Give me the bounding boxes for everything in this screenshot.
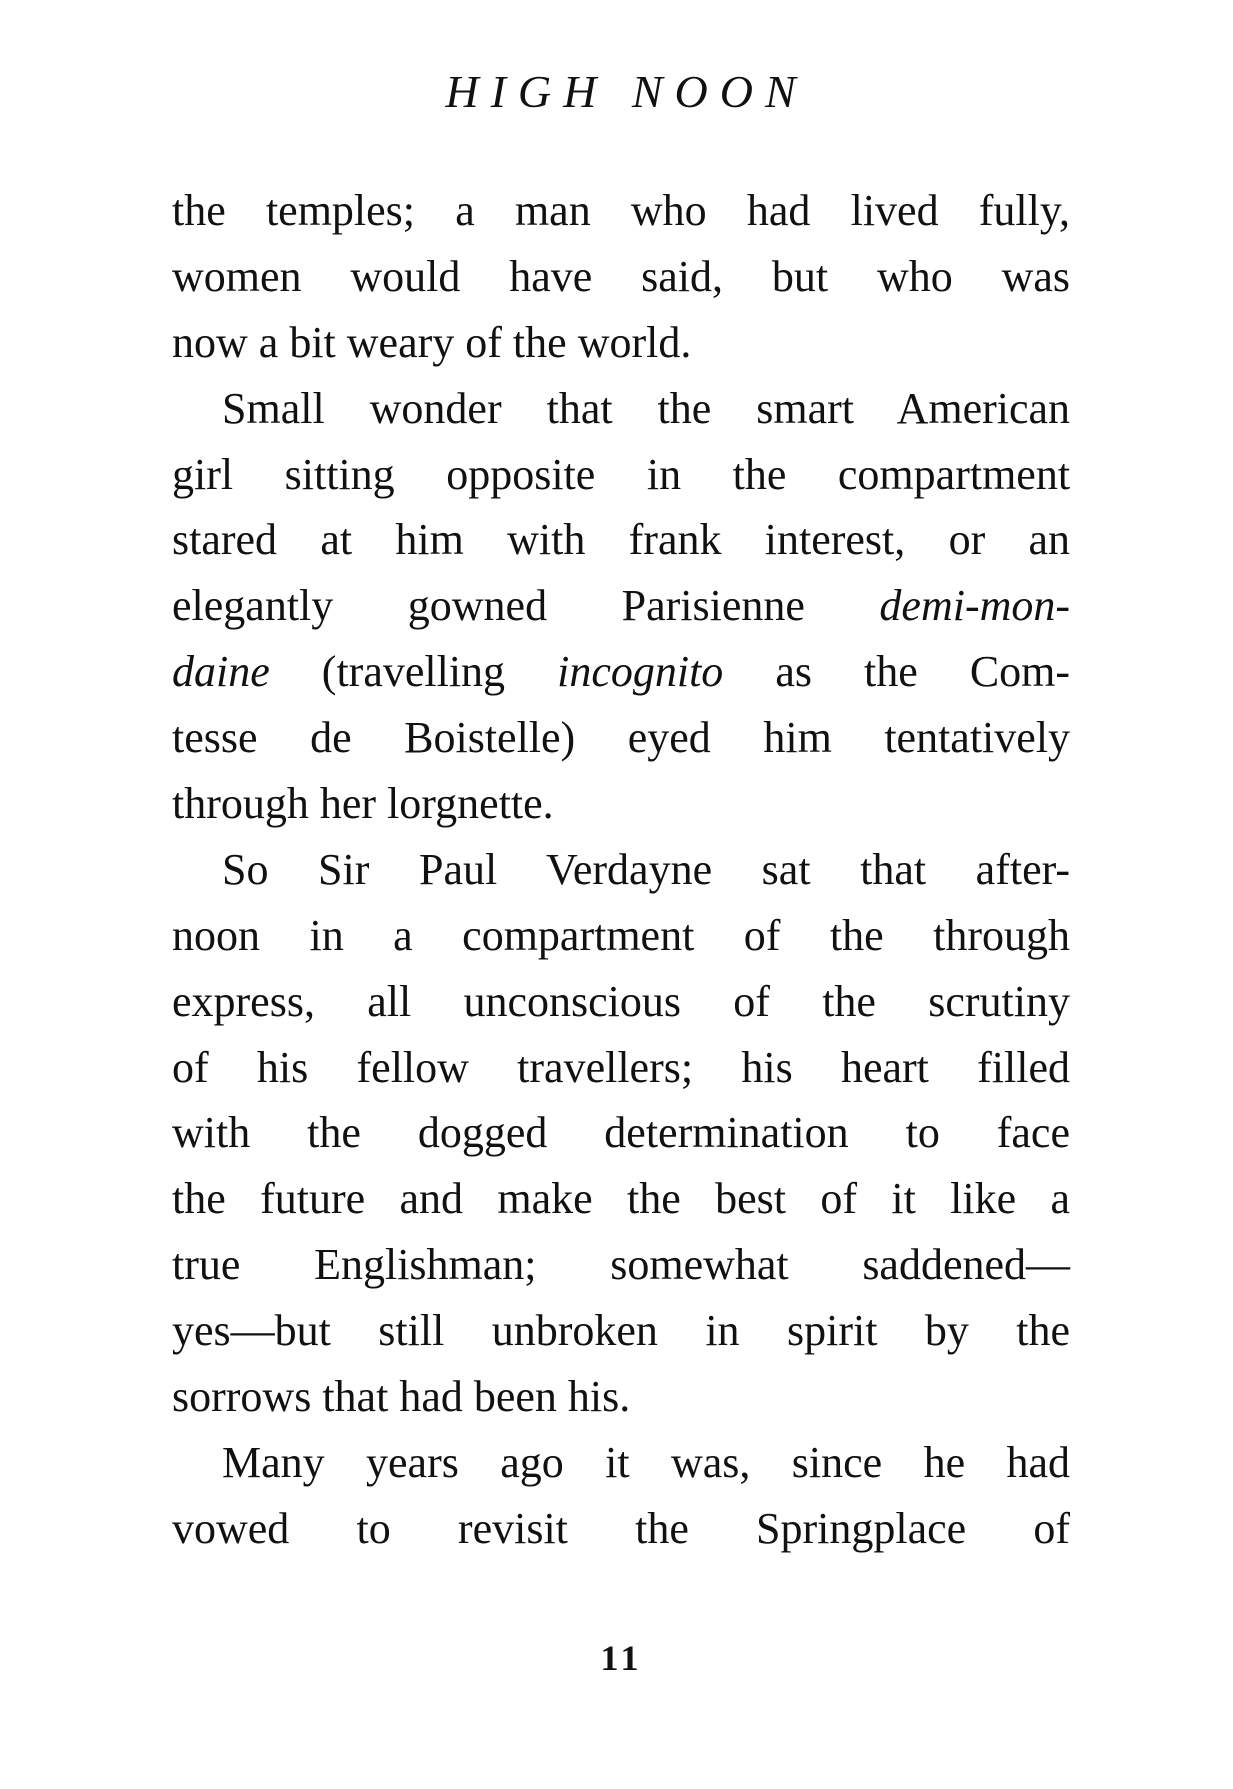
text-line: of his fellow travellers; his heart filled — [172, 1042, 1070, 1092]
text-line: the future and make the best of it like a — [172, 1174, 1071, 1224]
text-line: true Englishman; somewhat saddened— — [172, 1240, 1071, 1290]
text-line: noon in a compartment of the through — [172, 910, 1071, 960]
text-line: vowed to revisit the Springplace of — [172, 1503, 1071, 1553]
text-line: girl sitting opposite in the compartment — [172, 449, 1071, 499]
text-line: tesse de Boistelle) eyed him tentatively — [172, 713, 1071, 763]
text-line: So Sir Paul Verdayne sat that after- — [222, 844, 1071, 894]
text-line: with the dogged determination to face — [172, 1108, 1070, 1158]
text-line: daine (travelling incognito as the Com- — [172, 647, 1071, 697]
text-line: Small wonder that the smart American — [222, 383, 1071, 433]
text-line: women would have said, but who was — [172, 251, 1070, 301]
text-line: elegantly gowned Parisienne demi-mon- — [172, 581, 1071, 631]
text-line: stared at him with frank interest, or an — [172, 515, 1071, 565]
body-text — [172, 178, 1070, 1562]
text-line: sorrows that had been his. — [172, 1372, 631, 1422]
text-line: the temples; a man who had lived fully, — [172, 186, 1071, 235]
text-line: through her lorgnette. — [172, 779, 554, 829]
running-head: HIGH NOON — [445, 66, 808, 117]
page-number: 11 — [600, 1638, 643, 1678]
text-line: yes—but still unbroken in spirit by the — [172, 1306, 1070, 1356]
text-line: express, all unconscious of the scrutiny — [172, 976, 1070, 1026]
text-line: Many years ago it was, since he had — [222, 1437, 1071, 1487]
text-line: now a bit weary of the world. — [172, 317, 692, 367]
